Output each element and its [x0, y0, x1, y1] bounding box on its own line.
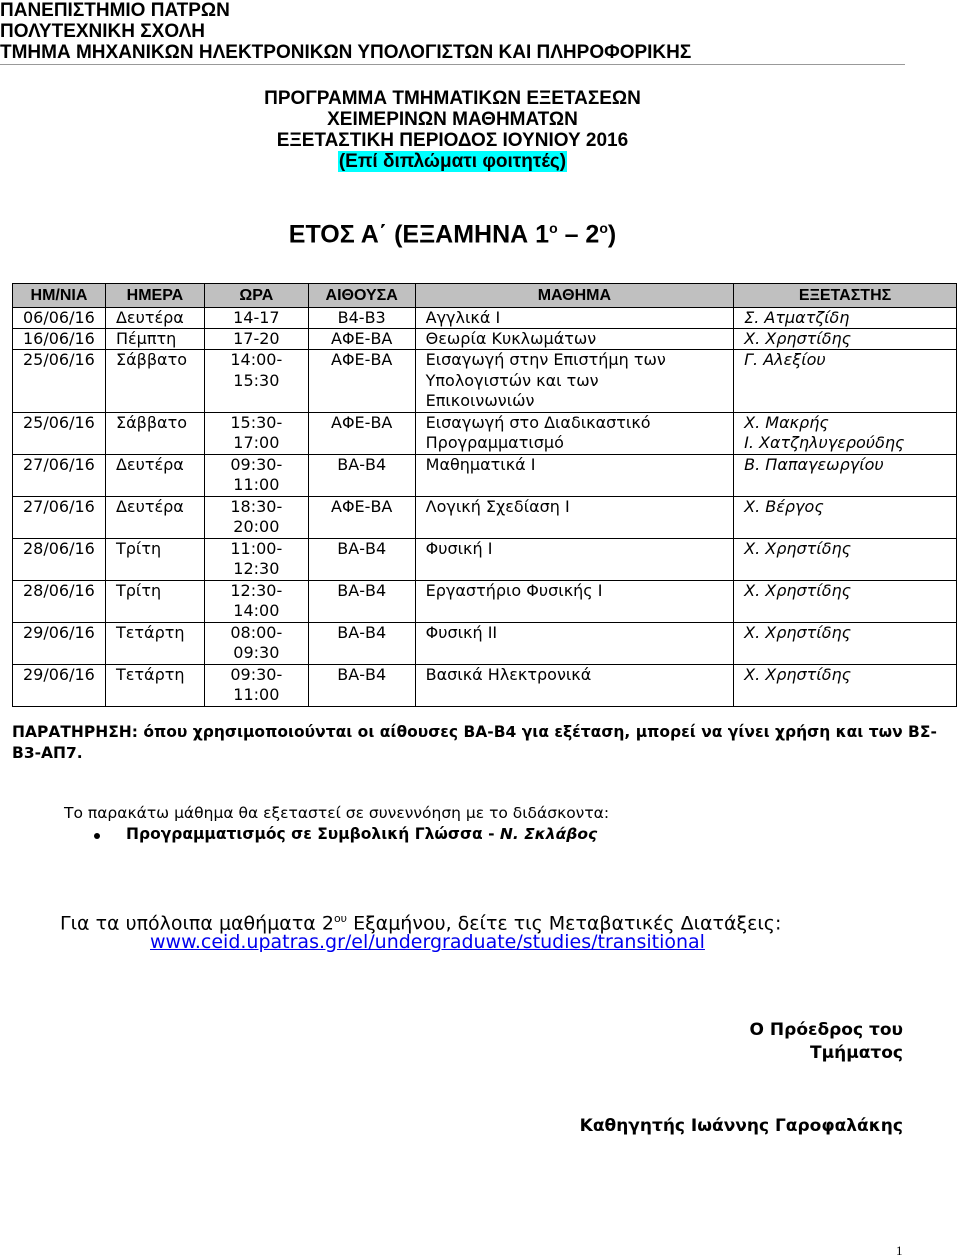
- cell-date: 29/06/16: [13, 622, 106, 664]
- time-end: 14:00: [233, 601, 280, 620]
- cell-day: Τετάρτη: [105, 664, 204, 706]
- cell-examiner: Χ. Χρηστίδης: [734, 329, 957, 350]
- remaining-sup: ου: [333, 912, 348, 925]
- document-header: [0, 0, 905, 63]
- cell-course: Θεωρία Κυκλωμάτων: [415, 329, 734, 350]
- time-end: 20:00: [233, 517, 280, 536]
- cell-time: [204, 350, 308, 413]
- title-line-4-highlighted: (Επί διπλώματι φοιτητές): [338, 151, 567, 172]
- cell-course: Μαθηματικά Ι: [415, 454, 734, 496]
- title-line-2: ΧΕΙΜΕΡΙΝΩΝ ΜΑΘΗΜΑΤΩΝ: [327, 109, 578, 130]
- time-end: 11:00: [233, 475, 280, 494]
- cell-examiner: Χ. Χρηστίδης: [734, 664, 957, 706]
- cell-course: Λογική Σχεδίαση Ι: [415, 496, 734, 538]
- coordination-teacher: Ν. Σκλάβος: [499, 825, 598, 843]
- col-header-time: ΩΡΑ: [204, 284, 308, 308]
- cell-room: ΒΑ-Β4: [308, 622, 415, 664]
- department-name: ΤΜΗΜΑ ΜΗΧΑΝΙΚΩΝ ΗΛΕΚΤΡΟΝΙΚΩΝ ΥΠΟΛΟΓΙΣΤΩΝ ΚΑΙ ΠΛΗΡΟΦΟΡΙΚΗΣ: [0, 42, 692, 63]
- cell-time: [204, 496, 308, 538]
- cell-course: Βασικά Ηλεκτρονικά: [415, 664, 734, 706]
- cell-room: ΑΦΕ-ΒΑ: [308, 496, 415, 538]
- table-row: [13, 454, 957, 496]
- cell-day: Δευτέρα: [105, 308, 204, 329]
- coordination-separator: -: [482, 825, 500, 843]
- coordination-lead-text: Το παρακάτω μάθημα θα εξεταστεί σε συνεννόηση με το διδάσκοντα:: [64, 804, 610, 822]
- cell-day: Δευτέρα: [105, 496, 204, 538]
- cell-time: [204, 454, 308, 496]
- table-row: [13, 412, 957, 454]
- cell-date: 06/06/16: [13, 308, 106, 329]
- col-header-day: ΗΜΕΡΑ: [105, 284, 204, 308]
- cell-date: 27/06/16: [13, 496, 106, 538]
- cell-course: Φυσική ΙΙ: [415, 622, 734, 664]
- cell-time: [204, 538, 308, 580]
- table-row: [13, 496, 957, 538]
- cell-day: Δευτέρα: [105, 454, 204, 496]
- cell-day: Τρίτη: [105, 580, 204, 622]
- course-line-3: Επικοινωνιών: [425, 391, 535, 410]
- header-divider: [0, 64, 905, 65]
- time-end: 09:30: [233, 643, 280, 662]
- year-title-suffix: ): [607, 220, 617, 249]
- coordination-course-name: Προγραμματισμός σε Συμβολική Γλώσσα: [126, 825, 483, 843]
- page-number: 1: [896, 1243, 903, 1258]
- time-start: 08:00-: [230, 622, 283, 642]
- university-name: ΠΑΝΕΠΙΣΤΗΜΙΟ ΠΑΤΡΩΝ: [0, 0, 230, 21]
- time-end: 17:00: [233, 433, 280, 452]
- remaining-text-after: Εξαμήνου, δείτε τις Μεταβατικές Διατάξεις:: [347, 912, 782, 935]
- cell-room: ΒΑ-Β4: [308, 538, 415, 580]
- time-start: 14:00-: [230, 350, 283, 369]
- cell-date: 29/06/16: [13, 664, 106, 706]
- course-line-1: Εισαγωγή στο Διαδικαστικό: [425, 412, 651, 432]
- cell-course: Εργαστήριο Φυσικής Ι: [415, 580, 734, 622]
- signature-role: [750, 1019, 903, 1065]
- cell-room: ΑΦΕ-ΒΑ: [308, 329, 415, 350]
- cell-time: [204, 580, 308, 622]
- cell-room: ΒΑ-Β4: [308, 664, 415, 706]
- cell-date: 27/06/16: [13, 454, 106, 496]
- year-title-sup-1: ο: [549, 220, 558, 236]
- time-start: 09:30-: [230, 454, 283, 474]
- time-end: 15:30: [233, 370, 280, 390]
- cell-date: 16/06/16: [13, 329, 106, 350]
- cell-date: 25/06/16: [13, 412, 106, 454]
- table-row: [13, 622, 957, 664]
- cell-room: Β4-Β3: [308, 308, 415, 329]
- table-row: [13, 664, 957, 706]
- time-end: 12:30: [233, 559, 280, 578]
- cell-date: 28/06/16: [13, 538, 106, 580]
- cell-examiner: Χ. Χρηστίδης: [734, 580, 957, 622]
- course-line-2: Υπολογιστών και των: [425, 370, 599, 390]
- cell-examiner: [734, 412, 957, 454]
- cell-day: Τετάρτη: [105, 622, 204, 664]
- exam-schedule-table: [12, 283, 957, 707]
- cell-course: Φυσική Ι: [415, 538, 734, 580]
- time-start: 09:30-: [230, 664, 283, 684]
- cell-examiner: Χ. Χρηστίδης: [734, 622, 957, 664]
- table-row: [13, 308, 957, 329]
- table-row: [13, 580, 957, 622]
- cell-examiner: Χ. Χρηστίδης: [734, 538, 957, 580]
- col-header-examiner: ΕΞΕΤΑΣΤΗΣ: [734, 284, 957, 308]
- cell-time: [204, 412, 308, 454]
- time-end: 11:00: [233, 685, 280, 704]
- title-line-1: ΠΡΟΓΡΑΜΜΑ ΤΜΗΜΑΤΙΚΩΝ ΕΞΕΤΑΣΕΩΝ: [264, 88, 641, 109]
- signature-role-line-1: Ο Πρόεδρος του: [749, 1020, 903, 1040]
- cell-room: ΒΑ-Β4: [308, 580, 415, 622]
- year-title-middle: – 2: [557, 220, 600, 249]
- school-name: ΠΟΛΥΤΕΧΝΙΚΗ ΣΧΟΛΗ: [0, 21, 206, 42]
- signature-role-line-2: Τμήματος: [809, 1043, 903, 1063]
- year-title: [0, 220, 905, 249]
- examiner-line-1: Χ. Μακρής: [744, 412, 829, 432]
- examiner-line-2: Ι. Χατζηλυγερούδης: [744, 433, 905, 452]
- col-header-room: ΑΙΘΟΥΣΑ: [308, 284, 415, 308]
- cell-time: 17-20: [204, 329, 308, 350]
- bullet-icon: [94, 833, 100, 839]
- time-start: 18:30-: [230, 496, 283, 516]
- title-line-3: ΕΞΕΤΑΣΤΙΚΗ ΠΕΡΙΟΔΟΣ ΙΟΥΝΙΟΥ 2016: [276, 130, 629, 151]
- cell-time: [204, 664, 308, 706]
- cell-examiner: Σ. Ατματζίδη: [734, 308, 957, 329]
- time-start: 15:30-: [230, 412, 283, 432]
- cell-date: 28/06/16: [13, 580, 106, 622]
- course-line-1: Εισαγωγή στην Επιστήμη των: [425, 350, 666, 369]
- col-header-course: ΜΑΘΗΜΑ: [415, 284, 734, 308]
- cell-time: [204, 622, 308, 664]
- table-row: [13, 329, 957, 350]
- col-header-date: ΗΜ/ΝΙΑ: [13, 284, 106, 308]
- cell-room: ΑΦΕ-ΒΑ: [308, 412, 415, 454]
- transitional-provisions-link[interactable]: www.ceid.upatras.gr/el/undergraduate/studies/transitional: [150, 931, 705, 953]
- cell-course: Αγγλικά Ι: [415, 308, 734, 329]
- cell-day: Τρίτη: [105, 538, 204, 580]
- table-header-row: [13, 284, 957, 308]
- cell-time: 14-17: [204, 308, 308, 329]
- cell-room: ΑΦΕ-ΒΑ: [308, 350, 415, 413]
- cell-date: 25/06/16: [13, 350, 106, 413]
- table-row: [13, 350, 957, 413]
- cell-day: Σάββατο: [105, 350, 204, 413]
- time-start: 12:30-: [230, 580, 283, 600]
- cell-day: Πέμπτη: [105, 329, 204, 350]
- cell-course: [415, 412, 734, 454]
- cell-course: [415, 350, 734, 413]
- remaining-text-before: Για τα υπόλοιπα μαθήματα 2: [60, 912, 334, 935]
- cell-examiner: Β. Παπαγεωργίου: [734, 454, 957, 496]
- cell-day: Σάββατο: [105, 412, 204, 454]
- table-row: [13, 538, 957, 580]
- coordination-course-item: [126, 825, 597, 843]
- room-note: ΠΑΡΑΤΗΡΗΣΗ: όπου χρησιμοποιούνται οι αίθουσες ΒΑ-Β4 για εξέταση, μπορεί να γίνει χρήση και των ΒΣ-Β3-ΑΠ7.: [12, 723, 937, 762]
- cell-examiner: Χ. Βέργος: [734, 496, 957, 538]
- year-title-sup-2: ο: [599, 220, 608, 236]
- cell-examiner: Γ. Αλεξίου: [734, 350, 957, 413]
- course-line-2: Προγραμματισμό: [425, 433, 564, 452]
- schedule-titles: [0, 88, 905, 172]
- year-title-prefix: ΕΤΟΣ Α΄ (ΕΞΑΜΗΝΑ 1: [288, 220, 550, 249]
- cell-room: ΒΑ-Β4: [308, 454, 415, 496]
- signature-name: Καθηγητής Ιωάννης Γαροφαλάκης: [579, 1116, 903, 1136]
- time-start: 11:00-: [230, 538, 283, 558]
